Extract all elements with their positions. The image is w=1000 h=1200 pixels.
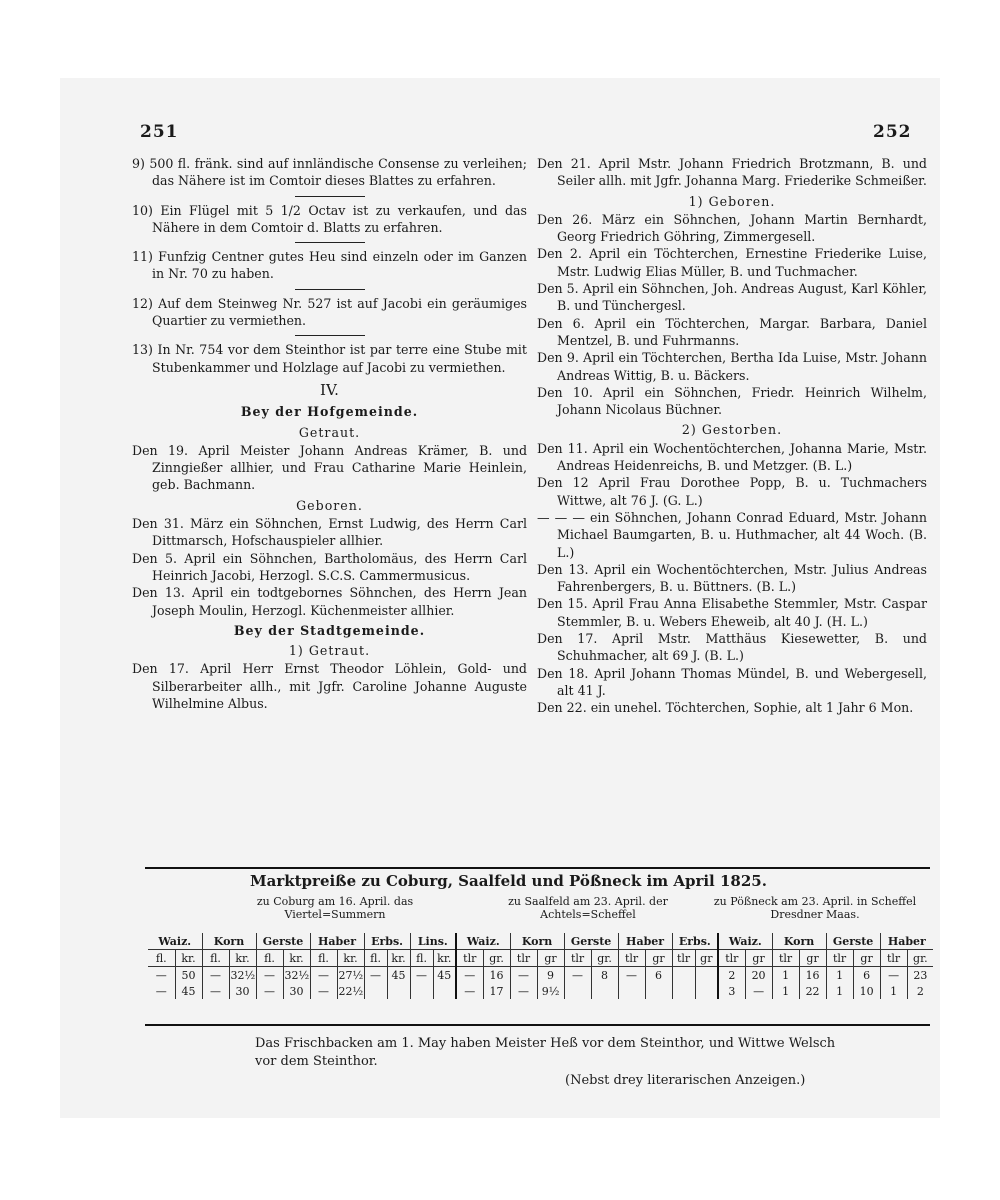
price-cell: 8 [591,967,618,984]
price-cell [618,983,645,999]
column-header: Waiz. [456,933,510,950]
price-cell [364,983,387,999]
unit-cell: gr [799,950,826,967]
unit-cell: gr [745,950,772,967]
price-cell: 32½ [230,968,256,982]
price-cell [564,983,591,999]
unit-cell: gr [645,950,672,967]
record-entry: Den 6. April ein Töchterchen, Margar. Barbara, Daniel Mentzel, B. und Fuhrmanns. [537,315,927,348]
record-entry: Den 12 April Frau Dorothee Popp, B. u. Tuchmachers Wittwe, alt 76 J. (G. L.) [537,475,927,508]
unit-cell: gr. [483,950,510,967]
price-cell: 20 [745,967,772,984]
record-entry: Den 19. April Meister Johann Andreas Krämer, B. und Zinngießer allhier, und Frau Catharine Marie Heinlein, geb. Bachmann. [132,442,527,493]
record-entry: Den 10. April ein Söhnchen, Friedr. Heinrich Wilhelm, Johann Nicolaus Büchner. [537,384,927,418]
section-number: IV. [320,380,339,399]
price-cell: 27½ [338,968,364,982]
unit-cell: gr [537,950,564,967]
price-cell: — [155,984,167,998]
unit-cell: fl. [148,950,175,967]
column-header: Gerste [826,933,880,950]
record-entry: Den 13. April ein Wochentöchterchen, Mstr. Julius Andreas Fahrenbergers, B. u. Büttners. (B. L.) [537,561,927,595]
price-cell: 6 [645,967,672,984]
page-number-left: 251 [140,122,179,142]
record-entry: Den 18. April Johann Thomas Mündel, B. und Webergesell, alt 41 J. [537,665,927,698]
price-cell: — [880,967,907,984]
getraut-heading: Getraut. [298,424,361,440]
unit-cell: tlr [456,950,483,967]
column-header: Haber [880,933,933,950]
column-header: Korn [202,933,256,950]
gestorben-heading: 2) Gestorben. [681,422,783,438]
unit-cell: kr. [229,950,256,967]
unit-header-row [148,950,933,967]
price-cell: 32½ [284,968,310,982]
bakery-notice: Das Frischbacken am 1. May haben Meister Heß vor dem Steinthor, und Wittwe Welsch vor dem Steinthor. [255,1036,836,1069]
price-cell: — [456,983,483,999]
unit-cell: tlr [510,950,537,967]
record-entry: Den 9. April ein Töchterchen, Bertha Ida Luise, Mstr. Johann Andreas Wittig, B. u. Bäckers. [537,350,927,383]
record-entry: Den 17. April Herr Ernst Theodor Löhlein, Gold- und Silberarbeiter allh., mit Jgfr. Caroline Johanne Auguste Wilhelmine Albus. [132,661,527,712]
column-header: Gerste [256,933,310,950]
price-cell: — [202,983,229,999]
record-entry: Den 21. April Mstr. Johann Friedrich Brotzmann, B. und Seiler allh. mit Jgfr. Johanna Marg. Friederike Schmeißer. [537,156,927,189]
ad-10: 10) Ein Flügel mit 5 1/2 Octav ist zu verkaufen, und das Nähere in dem Comtoir d. Blatts zu erfahren. [132,202,527,235]
record-entry: Den 15. April Frau Anna Elisabethe Stemmler, Mstr. Caspar Stemmler, B. u. Webers Eheweib, alt 40 J. (H. L.) [537,596,927,629]
geboren-heading: 1) Geboren. [688,193,776,209]
price-cell: 16 [483,967,510,984]
divider [295,196,365,197]
column-header: Korn [510,933,564,950]
column-header: Lins. [410,933,456,950]
price-cell: — [310,983,337,999]
price-cell: 45 [433,967,456,984]
price-cell: 50 [175,967,202,984]
unit-cell: tlr [672,950,695,967]
price-cell: 1 [772,967,799,984]
price-row [148,983,933,999]
market-location-saalfeld: zu Saalfeld am 23. April. der Achtels=Scheffel [508,895,668,921]
price-cell: — [155,968,167,982]
price-cell: — [510,967,537,984]
price-cell: — [456,967,483,984]
market-bottom-rule [145,1024,930,1026]
page-number-right: 252 [873,122,912,142]
price-cell: 22½ [338,984,364,998]
price-cell: 1 [772,983,799,999]
record-entry: — — — ein Söhnchen, Johann Conrad Eduard, Mstr. Johann Michael Baumgarten, B. u. Huthmacher, alt 44 Woch. (B. L.) [537,509,927,560]
divider [295,335,365,336]
unit-cell: fl. [410,950,433,967]
price-cell: 1 [826,967,853,984]
price-cell: 30 [283,983,310,999]
unit-cell: tlr [772,950,799,967]
price-cell: 17 [483,983,510,999]
geboren-heading: Geboren. [296,497,363,513]
price-cell: 9 [537,967,564,984]
unit-cell: gr [853,950,880,967]
column-header: Waiz. [718,933,772,950]
stadtgemeinde-heading: Bey der Stadtgemeinde. [233,622,426,638]
column-header: Erbs. [672,933,718,950]
price-cell [410,983,433,999]
column-header: Waiz. [148,933,202,950]
price-cell [695,967,718,984]
price-cell: 10 [853,983,880,999]
price-cell: 30 [229,983,256,999]
unit-cell: tlr [618,950,645,967]
record-entry: Den 13. April ein todtgebornes Söhnchen, des Herrn Jean Joseph Moulin, Herzogl. Küchenmeister allhier. [132,585,527,618]
unit-cell: gr [695,950,718,967]
market-price-table [148,933,933,999]
price-cell: 1 [880,983,907,999]
unit-cell: kr. [433,950,456,967]
price-cell: 45 [175,983,202,999]
record-entry: Den 26. März ein Söhnchen, Johann Martin Bernhardt, Georg Friedrich Göhring, Zimmergesell. [537,211,927,245]
price-cell: 45 [387,967,410,984]
column-header: Erbs. [364,933,410,950]
unit-cell: tlr [564,950,591,967]
price-cell: — [618,967,645,984]
price-cell: 2 [907,983,933,999]
divider [295,242,365,243]
unit-cell: kr. [283,950,310,967]
price-cell: 1 [826,983,853,999]
record-entry: Den 31. März ein Söhnchen, Ernst Ludwig, des Herrn Carl Dittmarsch, Hofschauspieler allhier. [132,516,527,549]
price-cell [695,983,718,999]
grain-header-row [148,933,933,950]
price-cell: — [564,967,591,984]
record-entry: Den 22. ein unehel. Töchterchen, Sophie, alt 1 Jahr 6 Mon. [537,700,914,716]
column-header: Gerste [564,933,618,950]
price-cell [387,983,410,999]
record-entry: Den 11. April ein Wochentöchterchen, Johanna Marie, Mstr. Andreas Heidenreichs, B. und Metzger. (B. L.) [537,440,927,474]
price-cell [672,967,695,984]
unit-cell: kr. [387,950,410,967]
getraut-heading: 1) Getraut. [288,643,371,659]
price-cell: 2 [718,967,745,984]
price-row [148,967,933,984]
market-top-rule [145,867,930,869]
ad-13: 13) In Nr. 754 vor dem Steinthor ist par terre eine Stube mit Stubenkammer und Holzlage auf Jacobi zu vermiethen. [132,342,527,375]
unit-cell: fl. [256,950,283,967]
unit-cell: kr. [337,950,364,967]
price-cell: — [745,983,772,999]
market-title: Marktpreiße zu Coburg, Saalfeld und Pößneck im April 1825. [250,872,767,890]
unit-cell: tlr [718,950,745,967]
record-entry: Den 5. April ein Söhnchen, Bartholomäus, des Herrn Carl Heinrich Jacobi, Herzogl. S.C.S. Cammermusicus. [132,550,527,583]
unit-cell: kr. [175,950,202,967]
price-cell: — [510,983,537,999]
price-cell [645,983,672,999]
price-cell: — [256,983,283,999]
column-header: Korn [772,933,826,950]
price-cell: — [410,967,433,984]
price-cell: 23 [907,967,933,984]
price-cell [433,983,456,999]
price-cell: 3 [718,983,745,999]
left-column [132,155,527,712]
record-entry: Den 2. April ein Töchterchen, Ernestine Friederike Luise, Mstr. Ludwig Elias Müller, B. und Tuchmacher. [537,246,927,279]
price-cell: — [256,967,283,984]
unit-cell: tlr [880,950,907,967]
price-cell: 6 [853,967,880,984]
record-entry: Den 5. April ein Söhnchen, Joh. Andreas August, Karl Köhler, B. und Tünchergesl. [537,281,927,314]
price-cell: — [202,967,229,984]
price-cell: 22 [799,983,826,999]
price-cell: 9½ [537,983,564,999]
supplement-note: (Nebst drey literarischen Anzeigen.) [565,1073,806,1088]
column-header: Haber [618,933,672,950]
ad-12: 12) Auf dem Steinweg Nr. 527 ist auf Jacobi ein geräumiges Quartier zu vermiethen. [132,295,527,329]
price-cell [672,983,695,999]
hofgemeinde-heading: Bey der Hofgemeinde. [240,404,419,420]
divider [295,289,365,290]
price-cell: — [310,967,337,984]
right-column [537,155,927,717]
unit-cell: gr. [907,950,933,967]
column-header: Haber [310,933,364,950]
unit-cell: tlr [826,950,853,967]
unit-cell: fl. [202,950,229,967]
price-cell: — [364,967,387,984]
ad-11: 11) Funfzig Centner gutes Heu sind einzeln oder im Ganzen in Nr. 70 zu haben. [132,249,527,282]
unit-cell: fl. [310,950,337,967]
ad-9: 9) 500 fl. fränk. sind auf innländische Consense zu verleihen; das Nähere ist im Comtoir dieses Blattes zu erfahren. [132,156,527,189]
market-location-poessneck: zu Pößneck am 23. April. in Scheffel Dresdner Maas. [713,895,917,921]
record-entry: Den 17. April Mstr. Matthäus Kiesewetter, B. und Schuhmacher, alt 69 J. (B. L.) [537,631,927,664]
unit-cell: gr. [591,950,618,967]
price-cell: 16 [799,967,826,984]
unit-cell: fl. [364,950,387,967]
market-location-coburg: zu Coburg am 16. April. das Viertel=Summern [256,895,414,921]
price-cell [591,983,618,999]
